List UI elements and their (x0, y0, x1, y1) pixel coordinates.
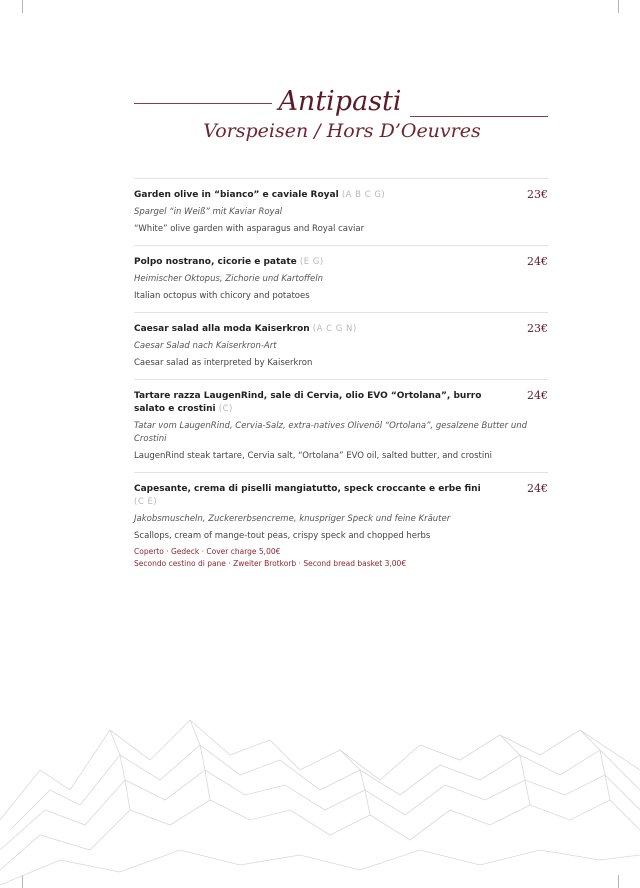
allergen-codes: (A C G N) (312, 324, 357, 334)
dish-name: Tartare razza LaugenRind, sale di Cervia, olio EVO “Ortolana”, burro salato e crostini (134, 391, 482, 414)
dish-german: Jakobsmuscheln, Zuckererbsencreme, knuspriger Speck und feine Kräuter (134, 514, 451, 524)
dish-name: Caesar salad alla moda Kaiserkron (134, 324, 310, 334)
menu-item (134, 246, 548, 313)
dish-price: 24€ (527, 389, 548, 402)
allergen-codes: (E G) (299, 257, 324, 267)
dish-name: Garden olive in “bianco” e caviale Royal (134, 190, 339, 200)
dish-german: Spargel “in Weiß” mit Kaviar Royal (134, 207, 283, 217)
dish-english: LaugenRind steak tartare, Cervia salt, “Ortolana” EVO oil, salted butter, and crostini (134, 451, 492, 461)
dish-english: “White” olive garden with asparagus and Royal caviar (134, 224, 365, 234)
allergen-codes: (C) (218, 404, 233, 414)
menu-item (134, 179, 548, 246)
dish-price: 23€ (527, 188, 548, 201)
dish-english: Scallops, cream of mange-tout peas, crispy speck and chopped herbs (134, 531, 431, 541)
title-rule-right (410, 116, 548, 117)
allergen-codes: (A B C G) (341, 190, 386, 200)
mountains-illustration (0, 700, 640, 888)
dish-name: Polpo nostrano, cicorie e patate (134, 257, 297, 267)
dish-german: Caesar Salad nach Kaiserkron-Art (134, 341, 277, 351)
footer-notes (134, 546, 406, 570)
dish-price: 24€ (527, 482, 548, 495)
page-title: Antipasti (278, 86, 402, 117)
dish-english: Italian octopus with chicory and potatoes (134, 291, 310, 301)
menu-item (134, 473, 548, 552)
dish-price: 24€ (527, 255, 548, 268)
bread-basket-charge: Secondo cestino di pane · Zweiter Brotkorb · Second bread basket 3,00€ (134, 559, 407, 568)
dish-name: Capesante, crema di piselli mangiatutto, speck croccante e erbe fini (134, 484, 481, 494)
crop-mark-top-left (22, 0, 23, 13)
dish-german: Tatar vom LaugenRind, Cervia-Salz, extra-natives Olivenöl “Ortolana”, gesalzene Butter und Crostini (134, 421, 527, 444)
menu-list (134, 178, 548, 552)
page-subtitle: Vorspeisen / Hors D’Oeuvres (203, 120, 481, 142)
crop-mark-top-right (618, 0, 619, 13)
dish-german: Heimischer Oktopus, Zichorie und Kartoffeln (134, 274, 324, 284)
menu-item (134, 313, 548, 380)
cover-charge: Coperto · Gedeck · Cover charge 5,00€ (134, 547, 281, 556)
dish-price: 23€ (527, 322, 548, 335)
menu-item (134, 380, 548, 473)
dish-english: Caesar salad as interpreted by Kaiserkron (134, 358, 313, 368)
allergen-codes: (C E) (134, 497, 158, 507)
